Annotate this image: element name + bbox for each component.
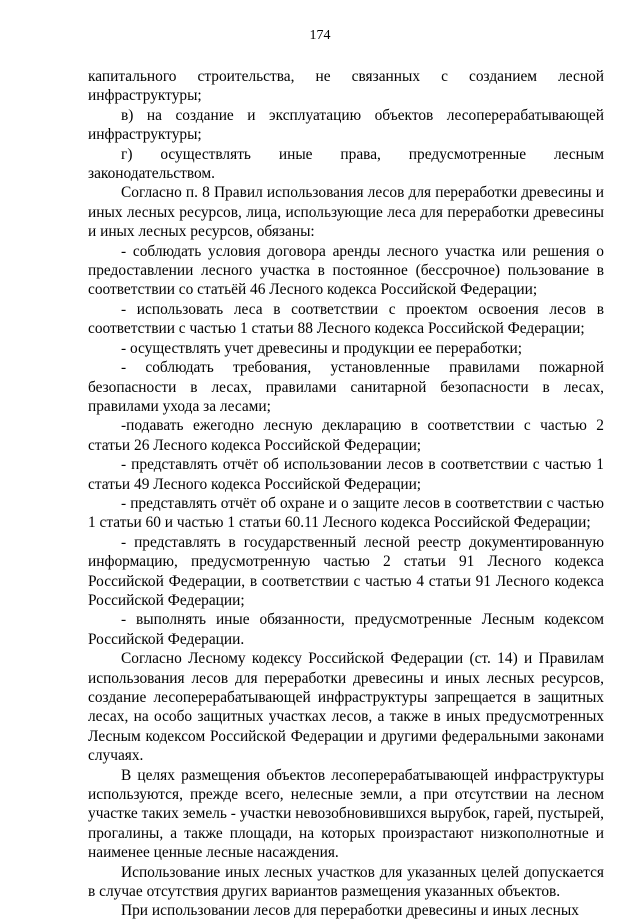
list-item-9: - выполнять иные обязанности, предусмотренные Лесным кодексом Российской Федерации.: [88, 611, 604, 648]
paragraph-7: Использование иных лесных участков для указанных целей допускается в случае отсутствия других вариантов размещения указанных объектов.: [88, 863, 604, 901]
list-item-1: - соблюдать условия договора аренды лесного участка или решения о предоставлении лесного участка в постоянное (бессрочное) пользование в соответствии со статьёй 46 Лесного кодекса Российской Федерации;: [88, 242, 604, 299]
paragraph-1: капитального строительства, не связанных с созданием лесной инфраструктуры;: [88, 68, 604, 105]
list-item-4: - соблюдать требования, установленные правилами пожарной безопасности в лесах, правилами санитарной безопасности в лесах, правилами ухода за лесами;: [88, 359, 604, 415]
paragraph-6: В целях размещения объектов лесоперерабатывающей инфраструктуры используются, прежде всего, нелесные земли, а при отсутствии на лесном участке таких земель - участки невозобновившихся вырубок, гарей, пустырей, прогалины, а также площади, на которых произрастают низкополнотные и наименее ценные лесные насаждения.: [88, 766, 604, 862]
list-item-2: - использовать леса в соответствии с проектом освоения лесов в соответствии с частью 1 статьи 88 Лесного кодекса Российской Федерации;: [88, 300, 604, 338]
list-item-7: - представлять отчёт об охране и о защите лесов в соответствии с частью 1 статьи 60 и частью 1 статьи 60.11 Лесного кодекса Российской Федерации;: [88, 494, 604, 532]
list-item-6: - представлять отчёт об использовании лесов в соответствии с частью 1 статьи 49 Лесного кодекса Российской Федерации;: [88, 456, 604, 493]
document-body: [88, 67, 604, 921]
paragraph-4: Согласно п. 8 Правил использования лесов для переработки древесины и иных лесных ресурсов, лица, использующие леса для переработки древесины и иных лесных ресурсов, обязаны:: [88, 184, 604, 241]
list-item-3: - осуществлять учет древесины и продукции ее переработки;: [121, 339, 522, 357]
paragraph-2: в) на создание и эксплуатацию объектов лесоперерабатывающей инфраструктуры;: [88, 106, 604, 144]
paragraph-5: Согласно Лесному кодексу Российской Федерации (ст. 14) и Правилам использования лесов для переработки древесины и иных лесных ресурсов, создание лесоперерабатывающей инфраструктуры запрещается в защитных лесах, на особо защитных участках лесов, а также в иных предусмотренных Лесным кодексом Российской Федерации и другими федеральными законами случаях.: [88, 650, 604, 765]
paragraph-3: г) осуществлять иные права, предусмотренные лесным законодательством.: [88, 145, 604, 183]
paragraph-8: При использовании лесов для переработки древесины и иных лесных: [121, 902, 579, 920]
list-item-5: -подавать ежегодно лесную декларацию в соответствии с частью 2 статьи 26 Лесного кодекса Российской Федерации;: [88, 417, 604, 454]
page-number: 174: [309, 28, 331, 43]
list-item-8: - представлять в государственный лесной реестр документированную информацию, предусмотренную частью 2 статьи 91 Лесного кодекса Российской Федерации, в соответствии с частью 4 статьи 91 Лесного кодекса Российской Федерации;: [88, 533, 604, 609]
